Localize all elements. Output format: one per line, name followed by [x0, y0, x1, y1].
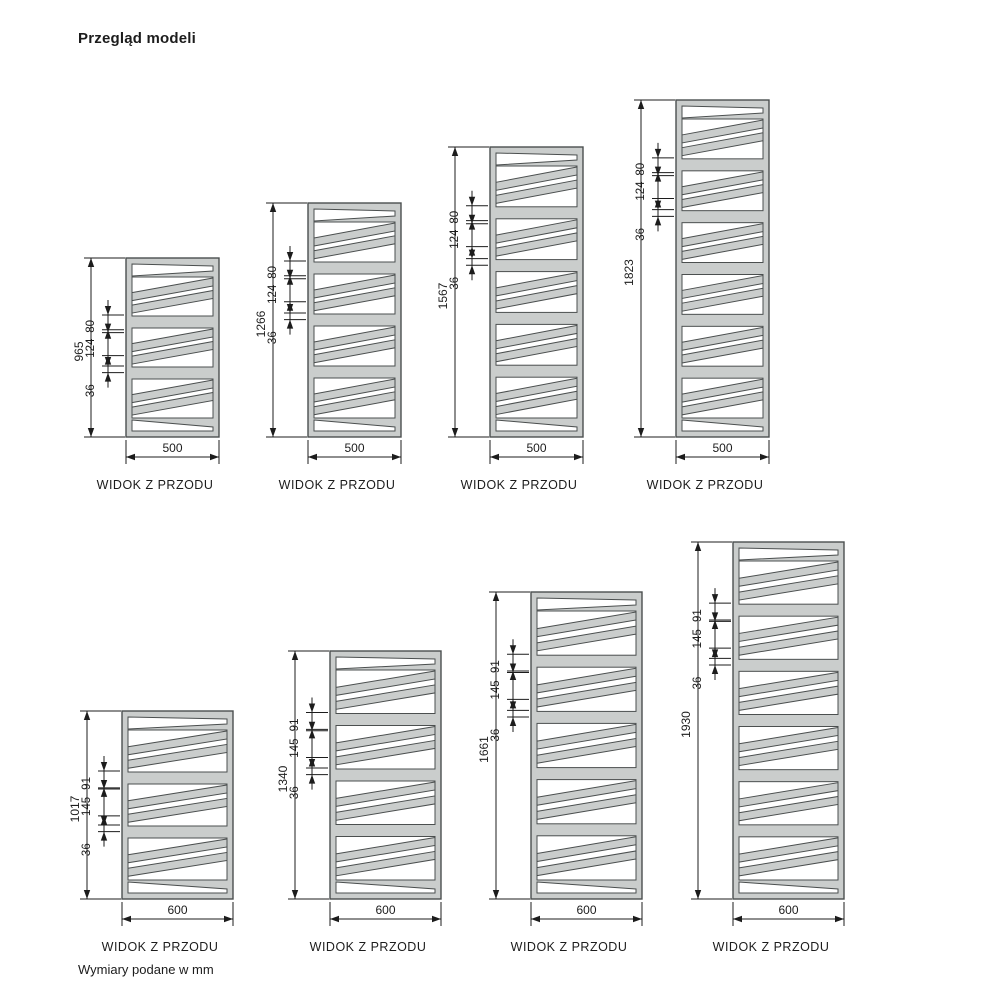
height-dim-label: 1266 — [254, 310, 268, 338]
width-dim-label: 500 — [344, 441, 365, 455]
dim-arrow-right — [760, 454, 769, 460]
dim-arrow-left — [733, 916, 742, 922]
dim-arrow-right — [392, 454, 401, 460]
height-dim-label: 1930 — [679, 711, 693, 738]
gap-dim-label: 36 — [81, 843, 93, 857]
dim-arrow-left — [122, 916, 131, 922]
dim-arrow-down — [105, 324, 111, 333]
dim-arrow-right — [210, 454, 219, 460]
gap-dim-label: 124 — [85, 338, 97, 358]
dim-arrow-up — [638, 100, 644, 109]
dim-arrow-down — [309, 704, 315, 713]
dim-arrow-left — [126, 454, 135, 460]
gap-dim-label: 91 — [692, 609, 704, 622]
width-dim-label: 600 — [167, 903, 188, 917]
gap-dim-label: 91 — [289, 718, 301, 732]
gap-dim-label: 91 — [81, 777, 93, 790]
gap-dim-label: 36 — [490, 728, 502, 742]
width-dim-label: 600 — [576, 903, 597, 917]
dim-arrow-right — [224, 916, 233, 922]
width-dim-label: 600 — [778, 903, 799, 917]
dim-arrow-up — [287, 320, 293, 329]
dim-arrow-down — [105, 357, 111, 366]
gap-dim-label: 80 — [449, 210, 461, 224]
dim-arrow-up — [469, 265, 475, 274]
radiator-front-view-1930x600 — [679, 542, 844, 954]
gap-dim-label: 36 — [289, 786, 301, 800]
dim-arrow-down — [309, 759, 315, 768]
dim-arrow-up — [695, 542, 701, 551]
height-dim-label: 1823 — [622, 259, 636, 286]
radiator-front-view-965x500 — [72, 258, 219, 492]
view-caption: WIDOK Z PRZODU — [646, 478, 764, 492]
gap-dim-label: 36 — [449, 276, 461, 290]
units-note: Wymiary podane w mm — [78, 962, 214, 977]
dim-arrow-down — [638, 428, 644, 437]
view-caption: WIDOK Z PRZODU — [712, 940, 830, 954]
gap-dim-label: 145 — [692, 629, 704, 649]
radiator-front-view-1266x500 — [254, 203, 401, 492]
gap-dim-label: 80 — [85, 320, 97, 333]
radiator-front-view-1017x600 — [68, 711, 233, 954]
dim-arrow-down — [105, 306, 111, 315]
dim-arrow-up — [101, 832, 107, 841]
radiator-front-view-1340x600 — [276, 651, 441, 954]
dim-arrow-down — [712, 594, 718, 603]
dim-arrow-up — [452, 147, 458, 156]
dim-arrow-right — [633, 916, 642, 922]
view-caption: WIDOK Z PRZODU — [101, 940, 219, 954]
dim-arrow-down — [270, 428, 276, 437]
dim-arrow-left — [330, 916, 339, 922]
page-title: Przegląd modeli — [78, 30, 197, 47]
gap-dim-label: 145 — [490, 680, 502, 700]
gap-dim-label: 36 — [692, 676, 704, 690]
view-caption: WIDOK Z PRZODU — [510, 940, 628, 954]
gap-dim-label: 124 — [449, 229, 461, 249]
width-dim-label: 500 — [526, 441, 547, 455]
height-dim-label: 1661 — [477, 736, 491, 763]
view-caption: WIDOK Z PRZODU — [309, 940, 427, 954]
height-dim-label: 1567 — [436, 282, 450, 310]
dim-arrow-up — [84, 711, 90, 720]
radiator-front-view-1661x600 — [477, 592, 642, 954]
width-dim-label: 600 — [375, 903, 396, 917]
height-dim-label: 1017 — [68, 795, 82, 823]
height-dim-label: 965 — [72, 341, 86, 362]
dim-arrow-down — [287, 252, 293, 261]
width-dim-label: 500 — [162, 441, 183, 455]
radiator-front-view-1567x500 — [436, 147, 583, 492]
dim-arrow-down — [695, 890, 701, 899]
dim-arrow-up — [270, 203, 276, 212]
gap-dim-label: 124 — [635, 181, 647, 201]
radiator-front-view-1823x500 — [622, 100, 769, 492]
gap-dim-label: 36 — [85, 384, 97, 398]
gap-dim-label: 145 — [289, 738, 301, 758]
dim-arrow-left — [676, 454, 685, 460]
dim-arrow-up — [105, 373, 111, 382]
view-caption: WIDOK Z PRZODU — [278, 478, 396, 492]
dim-arrow-right — [432, 916, 441, 922]
view-caption: WIDOK Z PRZODU — [96, 478, 214, 492]
view-caption: WIDOK Z PRZODU — [460, 478, 578, 492]
dim-arrow-up — [510, 717, 516, 726]
dim-arrow-down — [452, 428, 458, 437]
dim-arrow-down — [292, 890, 298, 899]
dim-arrow-up — [655, 216, 661, 225]
gap-dim-label: 145 — [81, 796, 93, 817]
gap-dim-label: 91 — [490, 660, 502, 674]
dim-arrow-left — [490, 454, 499, 460]
dim-arrow-left — [308, 454, 317, 460]
dim-arrow-down — [84, 890, 90, 899]
dim-arrow-down — [655, 167, 661, 176]
gap-dim-label: 124 — [267, 284, 279, 304]
dim-arrow-left — [531, 916, 540, 922]
dim-arrow-up — [309, 775, 315, 784]
gap-dim-label: 36 — [267, 331, 279, 345]
dim-arrow-down — [469, 215, 475, 224]
gap-dim-label: 80 — [267, 266, 279, 279]
gap-dim-label: 80 — [635, 162, 647, 176]
gap-dim-label: 36 — [635, 227, 647, 241]
width-dim-label: 500 — [712, 441, 733, 455]
dim-arrow-up — [88, 258, 94, 267]
height-dim-label: 1340 — [276, 765, 290, 793]
dim-arrow-down — [655, 149, 661, 158]
dim-arrow-down — [287, 270, 293, 279]
dim-arrow-right — [835, 916, 844, 922]
dim-arrow-down — [101, 762, 107, 771]
dim-arrow-up — [493, 592, 499, 601]
dim-arrow-down — [88, 428, 94, 437]
dim-arrow-down — [510, 645, 516, 654]
dim-arrow-right — [574, 454, 583, 460]
dim-arrow-up — [712, 665, 718, 674]
dim-arrow-down — [493, 890, 499, 899]
dim-arrow-down — [469, 197, 475, 206]
dim-arrow-up — [292, 651, 298, 660]
